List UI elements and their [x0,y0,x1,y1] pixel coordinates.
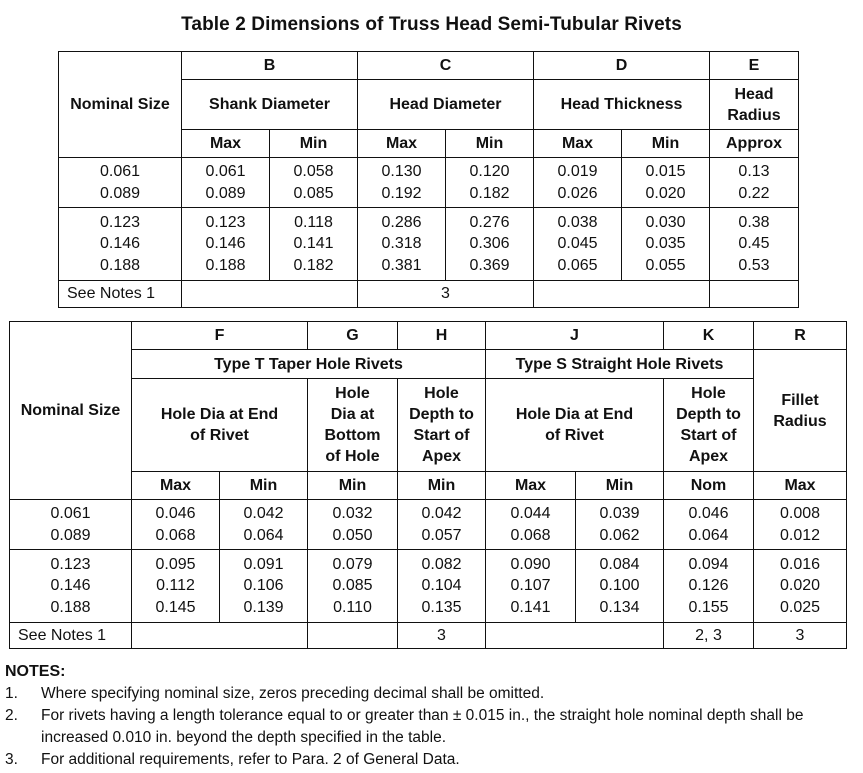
value-cell: 0.044 0.068 [486,500,576,550]
sub-header: Min [398,472,486,500]
nominal-size-cell: 0.123 0.146 0.188 [59,208,182,281]
col-letter-d: D [534,52,710,80]
value-cell: 0.019 0.026 [534,158,622,208]
table-hole-dimensions [9,321,847,649]
nominal-size-header: Nominal Size [59,52,182,158]
col-letter-k: K [664,322,754,350]
note-number: 1. [5,685,18,702]
head-radius-header: Head Radius [710,80,799,130]
f-hole-dia-header: Hole Dia at End of Rivet [132,379,308,472]
shank-diameter-header: Shank Diameter [182,80,358,130]
note-number: 2. [5,707,18,724]
value-cell: 0.058 0.085 [270,158,358,208]
value-cell: 0.095 0.112 0.145 [132,550,220,623]
notes-cell-h: 3 [398,623,486,649]
value-cell: 0.015 0.020 [622,158,710,208]
value-cell: 0.276 0.306 0.369 [446,208,534,281]
notes-cell-d [534,281,710,308]
note-text: For rivets having a length tolerance equal to or greater than ± 0.015 in., the straight hole nominal depth shall be increased 0.010 in. beyond the depth specified in the table. [41,707,804,746]
k-hole-depth-header: Hole Depth to Start of Apex [664,379,754,472]
notes-cell-j [486,623,664,649]
note-text: Where specifying nominal size, zeros preceding decimal shall be omitted. [41,685,545,702]
type-s-header: Type S Straight Hole Rivets [486,350,754,379]
value-cell: 0.38 0.45 0.53 [710,208,799,281]
g-hole-dia-bottom-header: Hole Dia at Bottom of Hole [308,379,398,472]
note-item [5,683,855,705]
value-cell: 0.079 0.085 0.110 [308,550,398,623]
value-cell: 0.082 0.104 0.135 [398,550,486,623]
fillet-radius-header: Fillet Radius [754,350,847,472]
value-cell: 0.091 0.106 0.139 [220,550,308,623]
col-letter-b: B [182,52,358,80]
table-head-dimensions [58,51,799,308]
notes-row [59,281,799,308]
col-letter-h: H [398,322,486,350]
j-hole-dia-header: Hole Dia at End of Rivet [486,379,664,472]
note-text: For additional requirements, refer to Para. 2 of General Data. [41,751,460,768]
notes-cell-g [308,623,398,649]
sub-header: Max [358,130,446,158]
table-row [59,208,799,281]
value-cell: 0.061 0.089 [182,158,270,208]
value-cell: 0.042 0.057 [398,500,486,550]
sub-header: Approx [710,130,799,158]
table-title: Table 2 Dimensions of Truss Head Semi-Tubular Rivets [181,14,682,35]
notes-heading: NOTES: [5,663,66,680]
value-cell: 0.016 0.020 0.025 [754,550,847,623]
value-cell: 0.123 0.146 0.188 [182,208,270,281]
table-row [10,550,847,623]
value-cell: 0.120 0.182 [446,158,534,208]
value-cell: 0.130 0.192 [358,158,446,208]
see-notes-label: See Notes 1 [10,623,132,649]
notes-row [10,623,847,649]
note-item [5,705,855,749]
value-cell: 0.039 0.062 [576,500,664,550]
table-row [10,500,847,550]
notes-cell-c: 3 [358,281,534,308]
sub-header: Max [182,130,270,158]
sub-header: Nom [664,472,754,500]
sub-header: Min [308,472,398,500]
sub-header: Max [534,130,622,158]
col-letter-g: G [308,322,398,350]
col-letter-e: E [710,52,799,80]
sub-header: Min [220,472,308,500]
value-cell: 0.008 0.012 [754,500,847,550]
col-letter-c: C [358,52,534,80]
value-cell: 0.084 0.100 0.134 [576,550,664,623]
sub-header: Max [754,472,847,500]
nominal-size-header: Nominal Size [10,322,132,500]
nominal-size-cell: 0.061 0.089 [59,158,182,208]
sub-header: Max [132,472,220,500]
sub-header: Min [576,472,664,500]
value-cell: 0.094 0.126 0.155 [664,550,754,623]
value-cell: 0.042 0.064 [220,500,308,550]
sub-header: Min [446,130,534,158]
value-cell: 0.038 0.045 0.065 [534,208,622,281]
value-cell: 0.118 0.141 0.182 [270,208,358,281]
value-cell: 0.032 0.050 [308,500,398,550]
sub-header: Max [486,472,576,500]
notes-cell-k: 2, 3 [664,623,754,649]
value-cell: 0.090 0.107 0.141 [486,550,576,623]
sub-header: Min [270,130,358,158]
value-cell: 0.046 0.068 [132,500,220,550]
see-notes-label: See Notes 1 [59,281,182,308]
value-cell: 0.030 0.035 0.055 [622,208,710,281]
value-cell: 0.286 0.318 0.381 [358,208,446,281]
notes-cell-b [182,281,358,308]
nominal-size-cell: 0.123 0.146 0.188 [10,550,132,623]
col-letter-r: R [754,322,847,350]
notes-cell-r: 3 [754,623,847,649]
col-letter-f: F [132,322,308,350]
note-number: 3. [5,751,18,768]
nominal-size-cell: 0.061 0.089 [10,500,132,550]
notes-section [5,661,855,771]
type-t-header: Type T Taper Hole Rivets [132,350,486,379]
col-letter-j: J [486,322,664,350]
table-row [59,158,799,208]
h-hole-depth-header: Hole Depth to Start of Apex [398,379,486,472]
note-item [5,749,855,771]
value-cell: 0.13 0.22 [710,158,799,208]
head-diameter-header: Head Diameter [358,80,534,130]
notes-cell-f [132,623,308,649]
notes-cell-e [710,281,799,308]
value-cell: 0.046 0.064 [664,500,754,550]
head-thickness-header: Head Thickness [534,80,710,130]
sub-header: Min [622,130,710,158]
